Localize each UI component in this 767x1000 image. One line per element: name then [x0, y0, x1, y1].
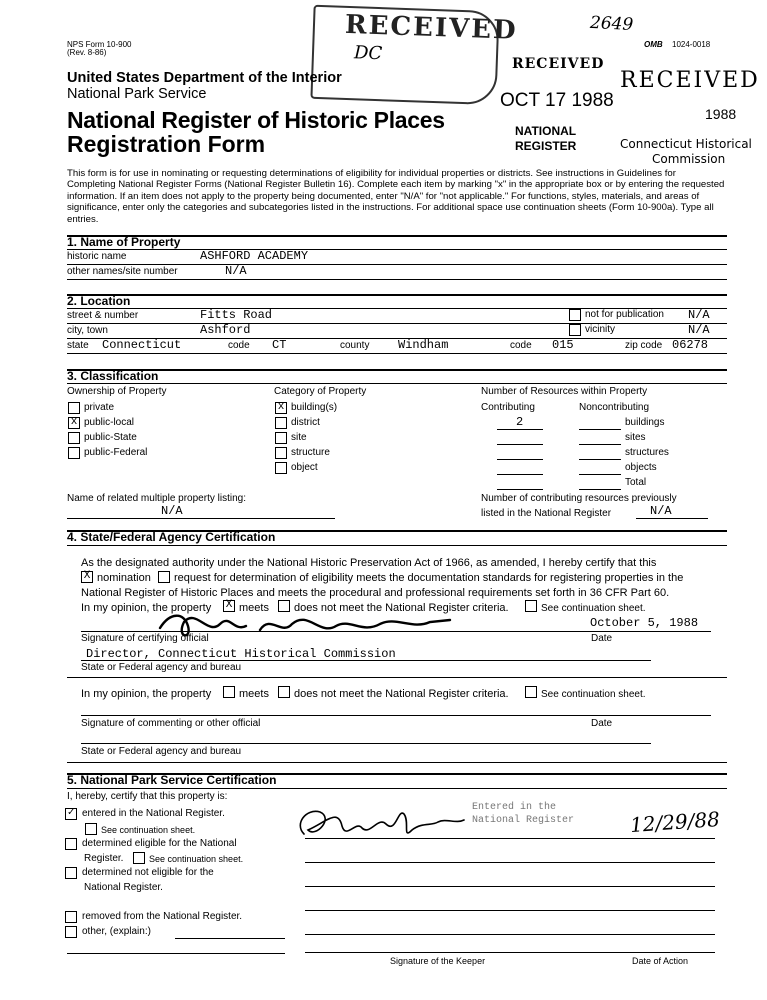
determined-eligible-label: determined eligible for the National [82, 838, 237, 849]
stamp-top [310, 5, 519, 105]
other-label: other, (explain:) [82, 926, 151, 937]
county-value[interactable]: Windham [398, 338, 449, 352]
intro-text: This form is for use in nominating or requesting determinations of eligibility for individual properties or districts. See instructions in Guidelines for Completing National Register Forms (National Register Bulletin 16). Complete each item by marking "x" in the appropriate box or by entering the requested information. If an item does not apply to the property being documented, enter "N/A" for "not applicable." For functions, styles, materials, and areas of significance, enter only the categories and subcategories listed in the instructions. For additional space use continuation sheets (Form 10-900a). Type all entries. [67, 168, 725, 225]
divider [67, 369, 727, 371]
blank-line [81, 631, 711, 632]
entered-stamp-line-2: National Register [472, 815, 575, 826]
not-for-publication-checkbox[interactable] [569, 309, 581, 321]
eligible-continuation-checkbox[interactable] [133, 852, 145, 864]
continuation-2-checkbox[interactable] [525, 686, 537, 698]
stamp-right-date: 1988 [705, 106, 737, 122]
category-structure-label: structure [291, 447, 330, 458]
blank-line [305, 862, 715, 863]
blank-line [579, 489, 621, 490]
blank-line [497, 429, 543, 430]
continuation-checkbox[interactable] [525, 600, 537, 612]
divider [67, 323, 727, 324]
ownership-heading: Ownership of Property [67, 386, 167, 397]
blank-line [579, 429, 621, 430]
opinion-label: In my opinion, the property [81, 602, 212, 614]
certification-text-1: As the designated authority under the National Historic Preservation Act of 1966, as amended, I hereby certify that this [81, 557, 657, 569]
agency-value[interactable]: Director, Connecticut Historical Commission [86, 647, 396, 661]
state-value[interactable]: Connecticut [102, 338, 182, 352]
stamp-received: RECEIVED [512, 56, 605, 72]
divider [67, 383, 727, 384]
county-code-value[interactable]: 015 [552, 338, 574, 352]
certification-date-label: Date [591, 633, 613, 644]
meets-2-checkbox[interactable] [223, 686, 235, 698]
ownership-public-local-label: public-local [84, 417, 135, 428]
request-label: request for determination of eligibility meets the documentation standards for registering properties in the [174, 572, 684, 584]
entered-label: entered in the National Register. [82, 808, 225, 819]
category-district-checkbox[interactable] [275, 417, 287, 429]
section-3-title: 3. Classification [67, 369, 159, 383]
blank-line [636, 518, 708, 519]
divider [67, 788, 727, 789]
request-checkbox[interactable] [158, 571, 170, 583]
nomination-checkbox[interactable]: X [81, 571, 93, 583]
entered-stamp-line-1: Entered in the [472, 802, 557, 813]
omb-label: OMB [644, 40, 663, 49]
county-label: county [340, 340, 370, 351]
not-for-publication-label: not for publication [585, 309, 664, 320]
other-checkbox[interactable] [65, 926, 77, 938]
vicinity-value[interactable]: N/A [688, 323, 710, 337]
section-5-title: 5. National Park Service Certification [67, 773, 277, 787]
ownership-private-label: private [84, 402, 115, 413]
stamp-top-text: RECEIVED [344, 9, 519, 46]
blank-line [81, 660, 651, 661]
street-label: street & number [67, 310, 139, 321]
street-value[interactable]: Fitts Road [200, 308, 273, 322]
opinion-2-label: In my opinion, the property [81, 688, 212, 700]
city-value[interactable]: Ashford [200, 323, 251, 337]
meets-label: meets [239, 602, 269, 614]
handwritten-number: 2649 [589, 12, 634, 36]
historic-name-label: historic name [67, 251, 127, 262]
blank-line [67, 518, 335, 519]
ownership-public-state-checkbox[interactable] [68, 432, 80, 444]
category-buildings-checkbox[interactable]: x [275, 402, 287, 414]
form-title-1: National Register of Historic Places [67, 107, 445, 133]
other-names-label: other names/site number [67, 266, 178, 277]
ownership-public-federal-label: public-Federal [84, 447, 148, 458]
entered-checkbox[interactable]: ✓ [65, 808, 77, 820]
keeper-signature-label: Signature of the Keeper [390, 956, 486, 966]
county-code-label: code [510, 340, 532, 351]
divider [67, 353, 727, 354]
removed-label: removed from the National Register. [82, 911, 243, 922]
resources-heading: Number of Resources within Property [481, 386, 648, 397]
does-not-meet-2-label: does not meet the National Register criteria. [294, 688, 509, 700]
blank-line [497, 474, 543, 475]
city-label: city, town [67, 325, 108, 336]
form-revision: (Rev. 8-86) [67, 48, 107, 57]
category-object-checkbox[interactable] [275, 462, 287, 474]
category-site-label: site [291, 432, 307, 443]
national-register-label: National Register. [84, 882, 163, 893]
ownership-public-federal-checkbox[interactable] [68, 447, 80, 459]
commenting-official-label: Signature of commenting or other official [81, 718, 261, 729]
noncontributing-heading: Noncontributing [579, 402, 650, 413]
previously-listed-label-1: Number of contributing resources previously [481, 493, 677, 504]
blank-line [81, 743, 651, 744]
agency-2-label: State or Federal agency and bureau [81, 746, 242, 757]
divider [67, 264, 727, 265]
certification-text-3: National Register of Historic Places and meets the procedural and professional requirements set forth in 36 CFR Part 60. [81, 587, 670, 599]
divider [67, 762, 727, 763]
ownership-public-local-checkbox[interactable]: x [68, 417, 80, 429]
vicinity-label: vicinity [585, 324, 616, 335]
objects-label: objects [625, 462, 657, 473]
continuation-2-label: See continuation sheet. [541, 689, 646, 700]
ownership-private-checkbox[interactable] [68, 402, 80, 414]
determined-not-eligible-checkbox[interactable] [65, 867, 77, 879]
divider [67, 279, 727, 280]
section-1-title: 1. Name of Property [67, 235, 181, 249]
category-buildings-label: building(s) [291, 402, 338, 413]
determined-eligible-checkbox[interactable] [65, 838, 77, 850]
stamp-received-date: OCT 17 1988 [500, 90, 614, 111]
blank-line [305, 910, 715, 911]
blank-line [305, 838, 715, 839]
removed-checkbox[interactable] [65, 911, 77, 923]
omb-number: 1024-0018 [672, 40, 711, 49]
determined-not-eligible-label: determined not eligible for the [82, 867, 214, 878]
form-title-2: Registration Form [67, 131, 266, 157]
blank-line [497, 444, 543, 445]
state-code-value[interactable]: CT [272, 338, 287, 352]
service-name: National Park Service [67, 86, 207, 102]
does-not-meet-2-checkbox[interactable] [278, 686, 290, 698]
entered-continuation-label: See continuation sheet. [101, 825, 196, 835]
commenting-date-label: Date [591, 718, 613, 729]
stamp-right-org1: Connecticut Historical [620, 137, 752, 151]
dept-name: United States Department of the Interior [67, 70, 342, 86]
divider [67, 677, 727, 678]
stamp-right-received: RECEIVED [620, 68, 760, 93]
nps-certify-label: I, hereby, certify that this property is: [67, 791, 228, 802]
does-not-meet-label: does not meet the National Register criteria. [294, 602, 509, 614]
meets-2-label: meets [239, 688, 269, 700]
divider [67, 545, 727, 546]
blank-line [579, 474, 621, 475]
other-names-value[interactable]: N/A [225, 264, 247, 278]
blank-line [579, 459, 621, 460]
blank-line [81, 715, 711, 716]
blank-line [497, 459, 543, 460]
zip-label: zip code [625, 340, 663, 351]
blank-line [175, 938, 285, 939]
vicinity-checkbox[interactable] [569, 324, 581, 336]
state-code-label: code [228, 340, 250, 351]
category-district-label: district [291, 417, 320, 428]
blank-line [305, 934, 715, 935]
divider [67, 294, 727, 296]
previously-listed-value[interactable]: N/A [650, 504, 672, 518]
agency-label: State or Federal agency and bureau [81, 662, 242, 673]
category-object-label: object [291, 462, 318, 473]
divider [67, 249, 727, 250]
meets-checkbox[interactable]: X [223, 600, 235, 612]
sites-label: sites [625, 432, 646, 443]
section-4-title: 4. State/Federal Agency Certification [67, 530, 276, 544]
historic-name-value[interactable]: ASHFORD ACADEMY [200, 249, 309, 263]
eligible-continuation-label: See continuation sheet. [149, 854, 244, 864]
blank-line [497, 489, 543, 490]
date-of-action-value[interactable]: 12/29/88 [629, 806, 721, 838]
multiple-listing-value[interactable]: N/A [161, 504, 183, 518]
category-site-checkbox[interactable] [275, 432, 287, 444]
category-heading: Category of Property [274, 386, 367, 397]
blank-line [305, 952, 715, 953]
certifying-official-label: Signature of certifying official [81, 633, 209, 644]
nomination-label: nomination [97, 572, 151, 584]
certification-date-value[interactable]: October 5, 1988 [590, 616, 699, 630]
category-structure-checkbox[interactable] [275, 447, 287, 459]
buildings-contributing-value[interactable]: 2 [516, 415, 524, 429]
multiple-listing-label: Name of related multiple property listing: [67, 493, 246, 504]
date-of-action-label: Date of Action [632, 956, 689, 966]
entered-continuation-checkbox[interactable] [85, 823, 97, 835]
buildings-label: buildings [625, 417, 665, 428]
stamp-register: REGISTER [515, 139, 577, 153]
stamp-top-initials: DC [353, 42, 383, 65]
blank-line [67, 953, 285, 954]
ownership-public-state-label: public-State [84, 432, 137, 443]
blank-line [579, 444, 621, 445]
contributing-heading: Contributing [481, 402, 535, 413]
stamp-right-org2: Commission [652, 152, 726, 166]
blank-line [305, 886, 715, 887]
state-label: state [67, 340, 89, 351]
form-number: NPS Form 10-900 [67, 40, 132, 49]
continuation-label: See continuation sheet. [541, 603, 646, 614]
section-2-title: 2. Location [67, 294, 131, 308]
not-for-publication-value[interactable]: N/A [688, 308, 710, 322]
structures-label: structures [625, 447, 669, 458]
stamp-national: NATIONAL [515, 124, 577, 138]
previously-listed-label-2: listed in the National Register [481, 508, 612, 519]
keeper-signature [286, 800, 486, 850]
total-label: Total [625, 477, 647, 488]
register-label: Register. [84, 853, 124, 864]
zip-value[interactable]: 06278 [672, 338, 709, 352]
